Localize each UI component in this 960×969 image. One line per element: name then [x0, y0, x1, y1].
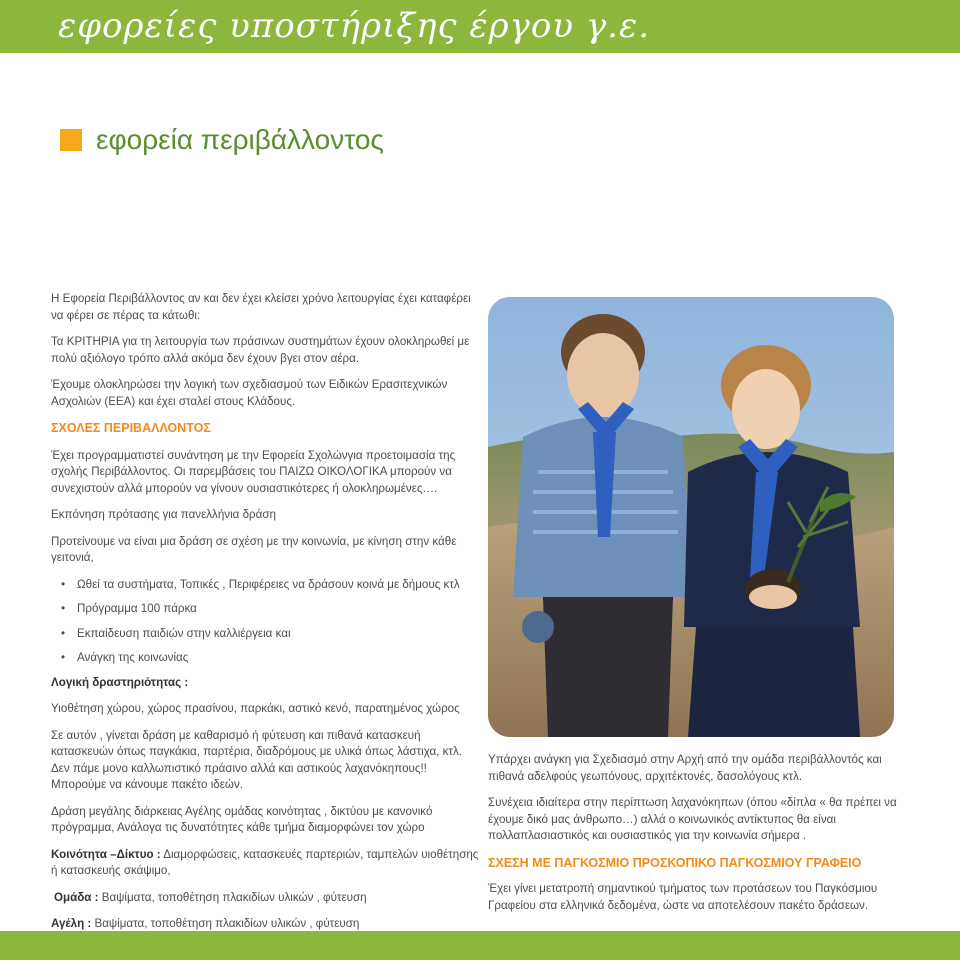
section-title: εφορεία περιβάλλοντος: [96, 124, 384, 155]
paragraph: Έχει γίνει μετατροπή σημαντικού τμήματος των προτάσεων του Παγκόσμιου Γραφείου στα ελληνικά δεδομένα, ώστε να αποτελέσουν πακέτο δράσεων.: [488, 882, 878, 912]
team-label: Ομάδα :: [54, 890, 99, 904]
header-script-title: εφορείες υποστήριξης έργου γ.ε.: [58, 6, 650, 46]
left-column: [51, 291, 481, 969]
pack-text: Βαψίματα, τοποθέτηση πλακιδίων υλικών , φύτευση: [91, 917, 360, 930]
title-bullet-square: [60, 129, 82, 151]
logic-label: [51, 675, 481, 692]
list-item-text: Εκπαίδευση παιδιών στην καλλιέργεια και: [77, 626, 291, 640]
community-text: Διαμορφώσεις, κατασκευές παρτεριών, ταμπελών υιοθέτησης ή κατασκευής σκάψιμο,: [51, 847, 479, 877]
paragraph: Συνέχεια ιδιαίτερα στην περίπτωση λαχανόκηπων (όπου «δίπλα « θα πρέπει να έχουμε δικό μας άνθρωπο…) αλλά ο κοινωνικός αντίκτυπος θα είναι πολλαπλασιαστικός και ουσιαστικός για την κοινωνία σήμερα .: [488, 796, 897, 842]
logic-label-text: Λογική δραστηριότητας :: [51, 675, 189, 689]
community-label: Κοινότητα –Δίκτυο :: [51, 847, 161, 861]
paragraph: Σε αυτόν , γίνεται δράση με καθαρισμό ή φύτευση και πιθανά κατασκευή κατασκευών όπως παγκάκια, παρτέρια, διαδρόμους με υλικά όπως λάστιχα, κτλ. Δεν πάμε μονο καλλωπιστικό πράσινο αλλά και αστικούς λαχανόκηπους!! Μπορούμε να κάνουμε πακέτο ιδεών.: [51, 728, 463, 791]
right-column: [488, 752, 908, 924]
footer-band: [0, 931, 960, 960]
paragraph: Προτείνουμε να είναι μια δράση σε σχέση με την κοινωνία, με κίνηση στην κάθε γειτονιά,: [51, 534, 457, 564]
paragraph: Έχει προγραμματιστεί συνάντηση με την Εφορεία Σχολώνγια προετοιμασία της σχολής Περιβάλλοντος. Οι παρεμβάσεις του ΠΑΙΖΩ ΟΙΚΟΛΟΓΙΚΑ μπορούν να συνεχιστούν αλλά μπορούν να γίνουν ουσιαστικότερες ή ολοκληρωμένες….: [51, 448, 456, 495]
paragraph: Έχουμε ολοκληρώσει την λογική των σχεδιασμού των Ειδικών Ερασιτεχνικών Ασχολιών (ΕΕΑ) και έχει σταλεί στους Κλάδους.: [51, 378, 448, 408]
bullet-icon: •: [61, 602, 66, 615]
heading-world-bureau: ΣΧΕΣΗ ΜΕ ΠΑΓΚΟΣΜΙΟ ΠΡΟΣΚΟΠΙΚΟ ΠΑΓΚΟΣΜΙΟΥ ΓΡΑΦΕΙΟ: [488, 855, 862, 870]
bullet-icon: •: [61, 651, 66, 664]
paragraph: Υιοθέτηση χώρου, χώρος πρασίνου, παρκάκι, αστικό κενό, παρατημένος χώρος: [51, 702, 460, 715]
header-band: [0, 0, 960, 53]
bullet-icon: •: [61, 626, 66, 640]
pack-label: Αγέλη :: [51, 917, 92, 930]
paragraph: Τα ΚΡΙΤΗΡΙΑ για τη λειτουργία των πράσινων συστημάτων έχουν ολοκληρωθεί με πολύ αξιόλογο τρόπο αλλά ακόμα δεν έχουν βγει στον αέρα.: [51, 335, 470, 365]
paragraph-team: [51, 890, 481, 907]
scouts-photo-illustration: [488, 297, 894, 737]
paragraph: Η Εφορεία Περιβάλλοντος αν και δεν έχει κλείσει χρόνο λειτουργίας έχει καταφέρει να φέρει σε πέρας τα κάτωθι:: [51, 292, 471, 322]
heading-schools: ΣΧΟΛΕΣ ΠΕΡΙΒΑΛΛΟΝΤΟΣ: [51, 421, 211, 435]
paragraph: Υπάρχει ανάγκη για Σχεδιασμό στην Αρχή από την ομάδα περιβάλλοντός και πιθανά αδελφούς γεωπόνους, αρχιτέκτονές, δασολόγους κτλ.: [488, 753, 882, 783]
list-item: [51, 601, 481, 618]
list-item-text: Ωθεί τα συστήματα, Τοπικές , Περιφέρειες να δράσουν κοινά με δήμους κτλ: [77, 577, 460, 591]
paragraph: Εκπόνηση πρότασης για πανελλήνια δράση: [51, 508, 276, 521]
list-item: [51, 577, 481, 594]
bullet-list: [51, 577, 481, 667]
paragraph-community: [51, 847, 481, 880]
list-item-text: Πρόγραμμα 100 πάρκα: [77, 602, 197, 615]
list-item-text: Ανάγκη της κοινωνίας: [77, 651, 189, 664]
section-title-row: [60, 124, 384, 156]
paragraph: Δράση μεγάλης διάρκειας Αγέλης ομάδας κοινότητας , δικτύου με κανονικό πρόγραμμα, Ανάλογα τις δυνατότητες κάθε τμήμα διαμορφώνει τον χώρο: [51, 804, 433, 834]
scouts-photo: [488, 297, 894, 737]
team-text: Βαψίματα, τοποθέτηση πλακιδίων υλικών , φύτευση: [98, 890, 367, 904]
list-item: [51, 650, 481, 667]
list-item: [51, 626, 481, 643]
bullet-icon: •: [61, 577, 66, 591]
